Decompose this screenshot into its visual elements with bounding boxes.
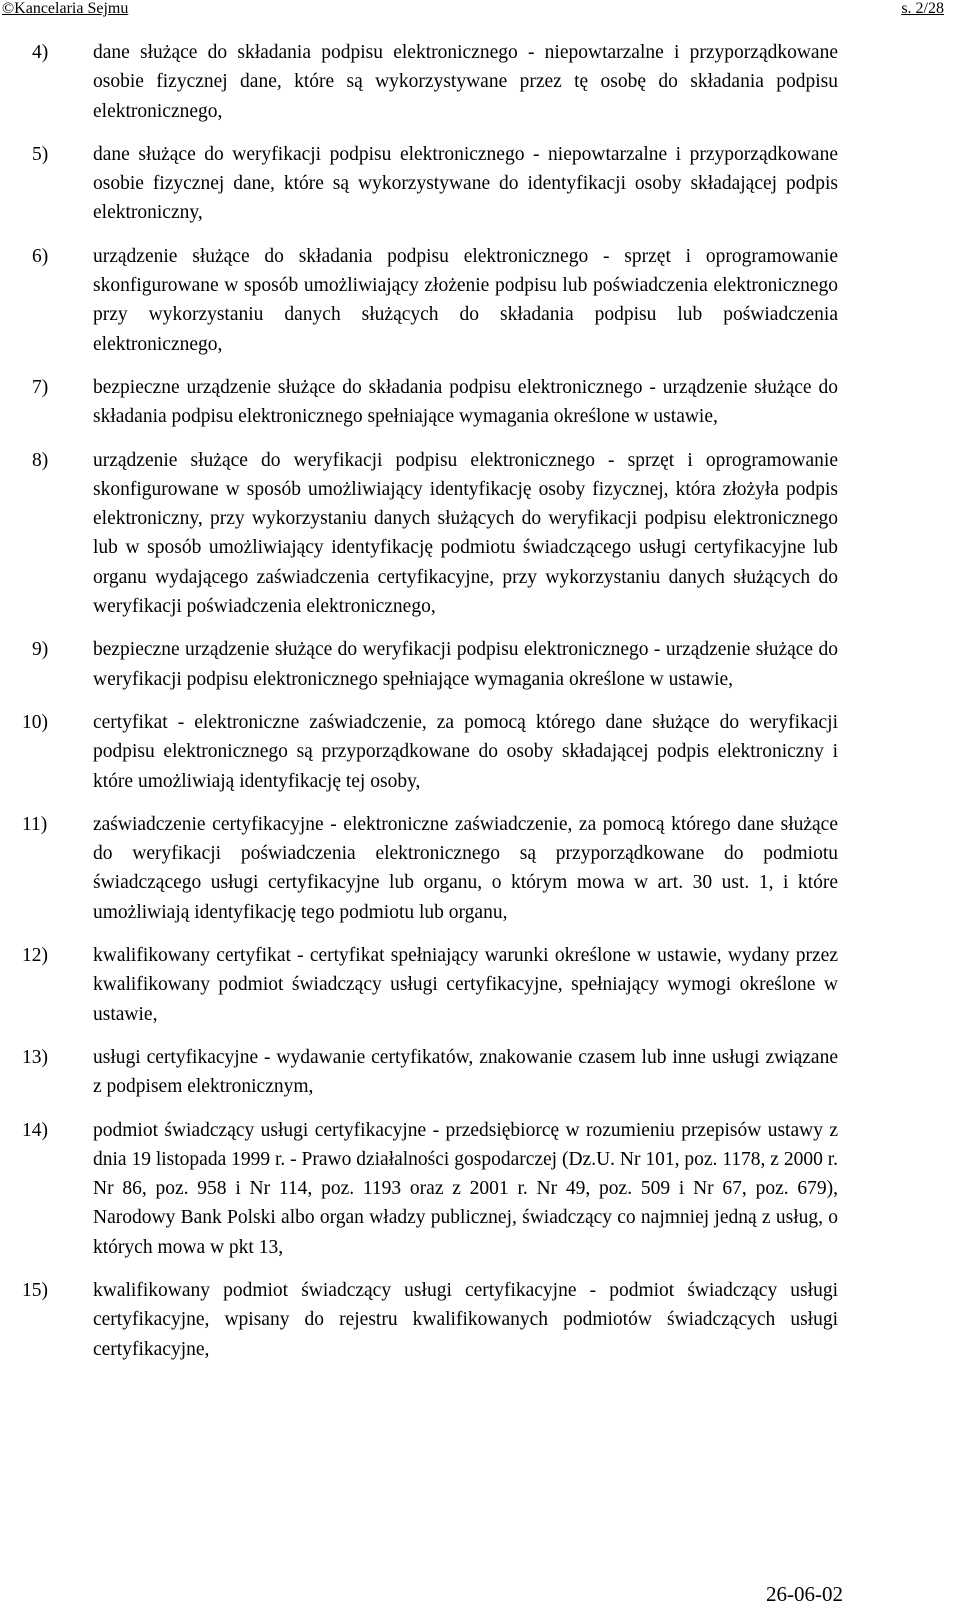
page-number: s. 2/28: [901, 0, 944, 17]
item-text: kwalifikowany podmiot świadczący usługi certyfikacyjne - podmiot świadczący usługi certyfikacyjne, wpisany do rejestru kwalifikowanych podmiotów świadczących usługi certyfikacyjne,: [93, 1279, 838, 1360]
list-item: [0, 38, 838, 126]
item-text: dane służące do składania podpisu elektronicznego - niepowtarzalne i przyporządkowane osobie fizycznej dane, które są wykorzystywane przez tę osobę do składania podpisu elektronicznego,: [93, 42, 838, 122]
item-text: dane służące do weryfikacji podpisu elektronicznego - niepowtarzalne i przyporządkowane osobie fizycznej dane, które są wykorzystywane do identyfikacji osoby składającej podpis elektroniczny,: [93, 143, 838, 224]
item-text: podmiot świadczący usługi certyfikacyjne - przedsiębiorcę w rozumieniu przepisów ustawy z dnia 19 listopada 1999 r. - Prawo działalności gospodarczej (Dz.U. Nr 101, poz. 1178, z 2000 r. Nr 86, poz. 958 i Nr 114, poz. 1193 oraz z 2001 r. Nr 49, poz. 509 i Nr 67, poz. 679), Narodowy Bank Polski albo organ władzy publicznej, świadczący co najmniej jedną z usług, o których mowa w pkt 13,: [93, 1119, 838, 1258]
item-text: certyfikat - elektroniczne zaświadczenie, za pomocą którego dane służące do weryfikacji podpisu elektronicznego są przyporządkowane do osoby składającej podpis elektroniczny i które umożliwiają identyfikację tej osoby,: [93, 711, 838, 792]
page-header: [0, 0, 960, 20]
item-text: usługi certyfikacyjne - wydawanie certyfikatów, znakowanie czasem lub inne usługi związane z podpisem elektronicznym,: [93, 1046, 838, 1098]
item-text: zaświadczenie certyfikacyjne - elektroniczne zaświadczenie, za pomocą którego dane służące do weryfikacji poświadczenia elektronicznego są przyporządkowane do podmiotu świadczącego usługi certyfikacyjne lub organu, o którym mowa w art. 30 ust. 1, i które umożliwiają identyfikację tego podmiotu lub organu,: [93, 813, 838, 923]
list-item: [0, 1116, 838, 1262]
item-text: urządzenie służące do składania podpisu elektronicznego - sprzęt i oprogramowanie skonfigurowane w sposób umożliwiający złożenie podpisu lub poświadczenia elektronicznego przy wykorzystaniu danych służących do składania podpisu lub poświadczenia elektronicznego,: [93, 245, 838, 355]
definitions-list: [0, 38, 960, 1378]
list-item: [0, 708, 838, 796]
item-text: urządzenie służące do weryfikacji podpisu elektronicznego - sprzęt i oprogramowanie skonfigurowane w sposób umożliwiający identyfikację osoby fizycznej, która złożyła podpis elektroniczny, przy wykorzystaniu danych służących do weryfikacji podpisu elektronicznego lub w sposób umożliwiający identyfikację podmiotu świadczącego usługi certyfikacyjne lub organu wydającego zaświadczenia certyfikacyjne, przy wykorzystaniu danych służących do weryfikacji poświadczenia elektronicznego,: [93, 449, 838, 618]
item-number: 8): [32, 449, 49, 471]
item-text: bezpieczne urządzenie służące do składania podpisu elektronicznego - urządzenie służące do składania podpisu elektronicznego spełniające wymagania określone w ustawie,: [93, 376, 838, 428]
list-item: [0, 941, 838, 1029]
item-text: bezpieczne urządzenie służące do weryfikacji podpisu elektronicznego - urządzenie służące do weryfikacji podpisu elektronicznego spełniające wymagania określone w ustawie,: [93, 639, 838, 690]
item-number: 6): [32, 245, 49, 267]
item-number: 11): [22, 813, 48, 835]
item-number: 4): [32, 42, 49, 63]
list-item: [0, 373, 838, 432]
list-item: [0, 635, 838, 694]
list-item: [0, 1043, 838, 1102]
item-number: 13): [22, 1046, 48, 1068]
item-number: 5): [32, 143, 49, 165]
list-item: [0, 140, 838, 228]
list-item: [0, 446, 838, 622]
list-item: [0, 810, 838, 927]
item-number: 9): [32, 639, 49, 661]
item-number: 10): [22, 711, 48, 733]
copyright-label: ©Kancelaria Sejmu: [2, 0, 129, 17]
item-number: 12): [22, 945, 48, 967]
item-number: 15): [22, 1279, 48, 1301]
item-text: kwalifikowany certyfikat - certyfikat spełniający warunki określone w ustawie, wydany przez kwalifikowany podmiot świadczący usługi certyfikacyjne, spełniający wymogi określone w ustawie,: [93, 945, 838, 1025]
item-number: 14): [22, 1119, 48, 1141]
list-item: [0, 1276, 838, 1364]
list-item: [0, 242, 838, 359]
footer-date: 26-06-02: [766, 1582, 843, 1606]
item-number: 7): [32, 376, 49, 398]
